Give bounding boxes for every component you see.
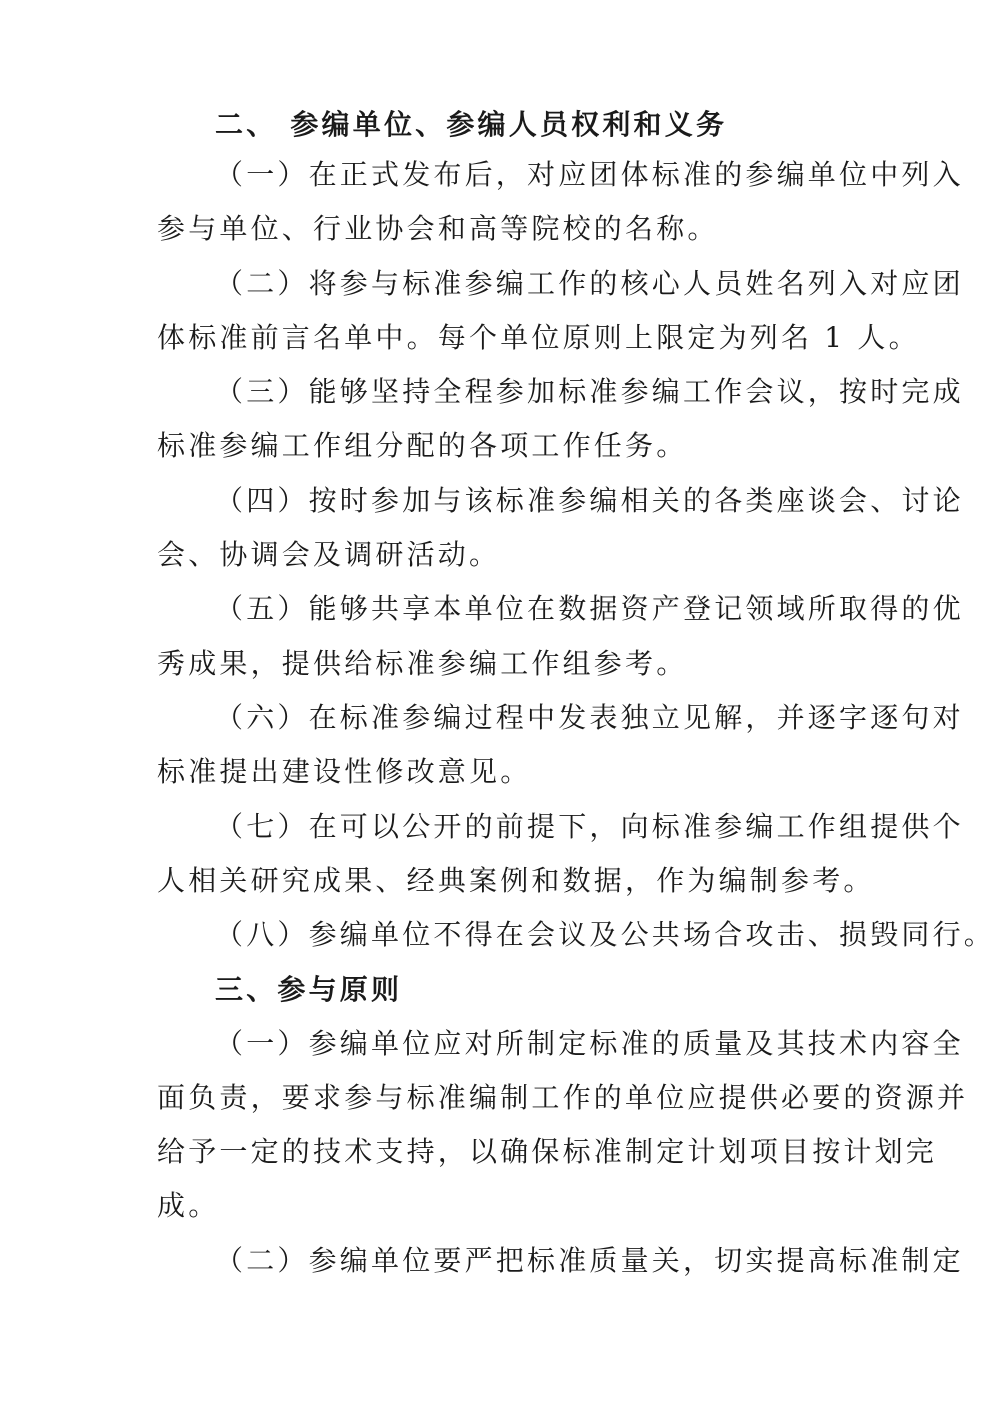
- section-2-item-1-line-1: （一）在正式发布后，对应团体标准的参编单位中列入: [215, 158, 964, 191]
- section-2-item-7-line-2: 人相关研究成果、经典案例和数据，作为编制参考。: [157, 864, 875, 897]
- section-2-item-4-line-1: （四）按时参加与该标准参编相关的各类座谈会、讨论: [215, 484, 964, 517]
- section-3-item-1-line-1: （一）参编单位应对所制定标准的质量及其技术内容全: [215, 1027, 964, 1060]
- section-2-item-6-line-1: （六）在标准参编过程中发表独立见解，并逐字逐句对: [215, 701, 964, 734]
- section-2-title: 二、 参编单位、参编人员权利和义务: [215, 108, 728, 141]
- section-3-item-1-line-3: 给予一定的技术支持，以确保标准制定计划项目按计划完: [157, 1135, 938, 1168]
- section-2-item-2-line-1: （二）将参与标准参编工作的核心人员姓名列入对应团: [215, 267, 964, 300]
- section-2-item-1-line-2: 参与单位、行业协会和高等院校的名称。: [157, 212, 719, 245]
- section-2-item-7-line-1: （七）在可以公开的前提下，向标准参编工作组提供个: [215, 810, 964, 843]
- section-2-item-5-line-2: 秀成果，提供给标准参编工作组参考。: [157, 647, 688, 680]
- section-2-item-6-line-2: 标准提出建设性修改意见。: [157, 755, 532, 788]
- section-2-item-3-line-2: 标准参编工作组分配的各项工作任务。: [157, 429, 688, 462]
- section-3-item-1-line-4: 成。: [157, 1189, 220, 1222]
- section-3-item-2-line-1: （二）参编单位要严把标准质量关，切实提高标准制定: [215, 1244, 964, 1277]
- section-2-item-3-line-1: （三）能够坚持全程参加标准参编工作会议，按时完成: [215, 375, 964, 408]
- section-3-title: 三、参与原则: [215, 973, 403, 1006]
- section-2-item-4-line-2: 会、协调会及调研活动。: [157, 538, 501, 571]
- section-2-item-5-line-1: （五）能够共享本单位在数据资产登记领域所取得的优: [215, 592, 964, 625]
- section-3-item-1-line-2: 面负责，要求参与标准编制工作的单位应提供必要的资源并: [157, 1081, 969, 1114]
- section-2-item-2-line-2: 体标准前言名单中。每个单位原则上限定为列名 1 人。: [157, 321, 920, 354]
- section-2-item-8-line-1: （八）参编单位不得在会议及公共场合攻击、损毁同行。: [215, 918, 996, 951]
